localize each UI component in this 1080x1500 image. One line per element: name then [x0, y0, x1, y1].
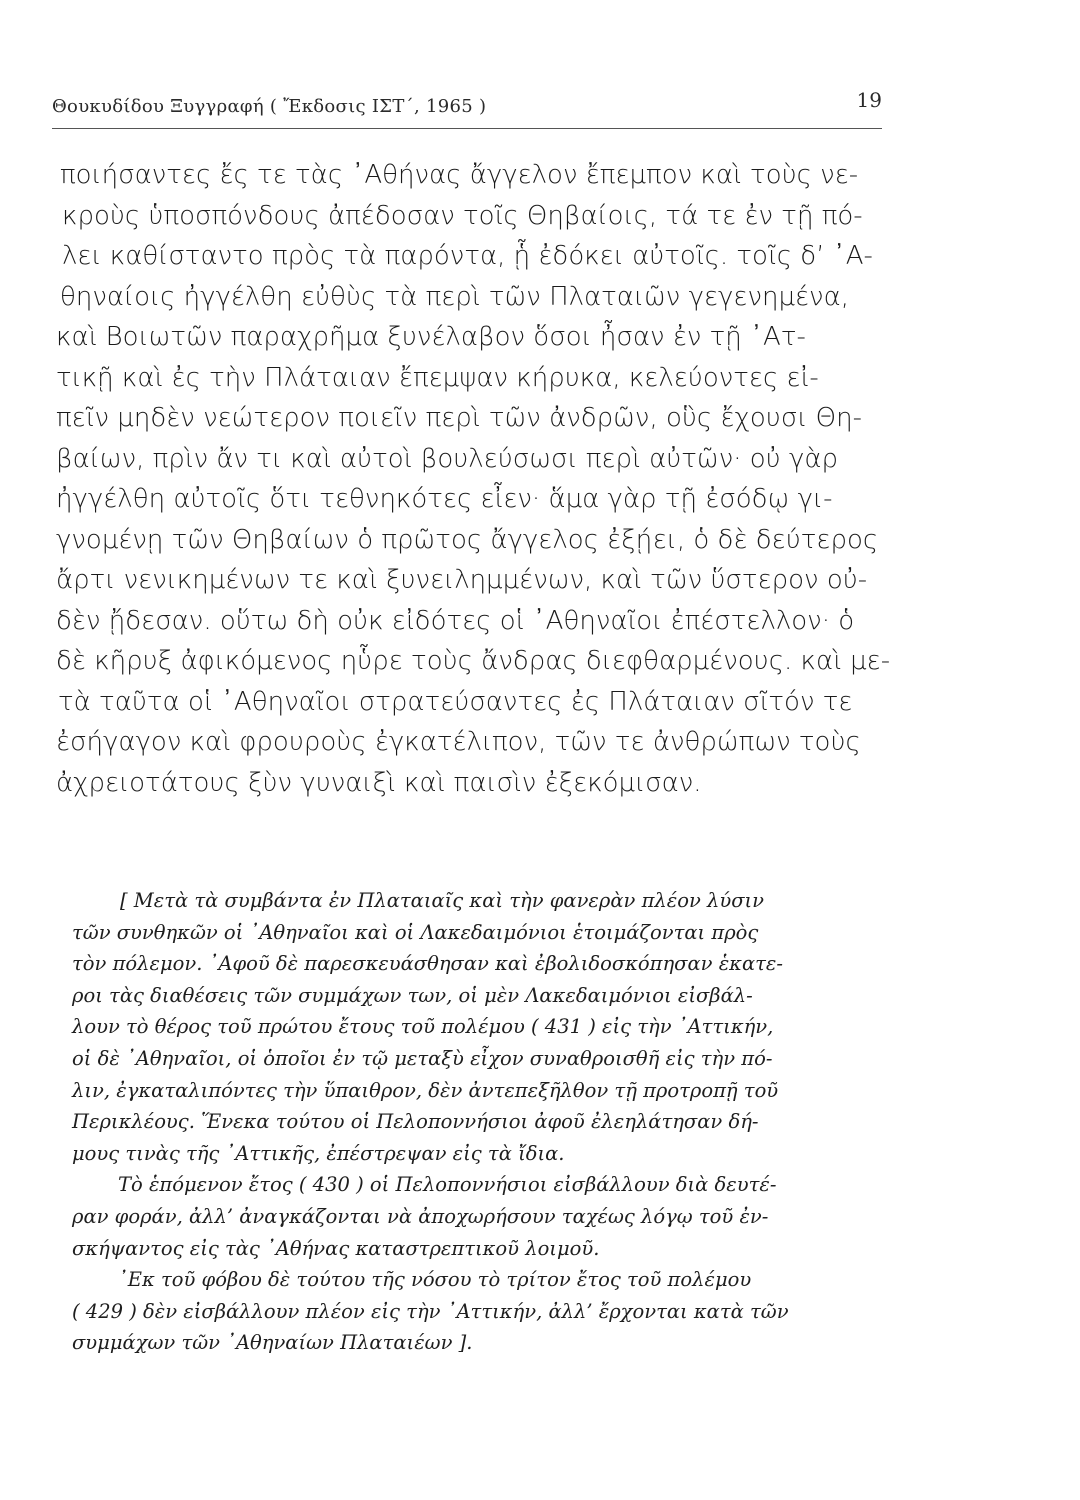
text-line: καὶ Βοιωτῶν παραχρῆμα ξυνέλαβον ὅσοι ἦσαν ἐν τῇ ᾿Ατ- [56, 322, 806, 352]
summary-line: συμμάχων τῶν ᾿Αθηναίων Πλαταιέων ]. [72, 1331, 473, 1355]
summary-line: οἱ δὲ ᾿Αθηναῖοι, οἱ ὁποῖοι ἐν τῷ μεταξὺ εἶχον συναθροισθῆ εἰς τὴν πό- [72, 1046, 773, 1070]
text-line: ποιήσαντες ἔς τε τὰς ᾿Αθήνας ἄγγελον ἔπεμπον καὶ τοὺς νε- [60, 160, 859, 190]
text-line: ἀχρειοτάτους ξὺν γυναιξὶ καὶ παισὶν ἐξεκόμισαν. [56, 767, 702, 798]
page-number: 19 [856, 88, 882, 112]
summary-line: μους τινὰς τῆς ᾿Αττικῆς, ἐπέστρεψαν εἰς τὰ ἴδια. [72, 1141, 565, 1165]
text-line: κροὺς ὑποσπόνδους ἀπέδοσαν τοῖς Θηβαίοις, τά τε ἐν τῇ πό- [62, 200, 863, 231]
text-line: τὰ ταῦτα οἱ ᾿Αθηναῖοι στρατεύσαντες ἐς Πλάταιαν σῖτόν τε [58, 686, 853, 717]
summary-paragraph [72, 885, 902, 1359]
summary-line: ( 429 ) δὲν εἰσβάλλουν πλέον εἰς τὴν ᾿Αττικήν, ἀλλ’ ἔρχονται κατὰ τῶν [72, 1299, 789, 1323]
text-line: λει καθίσταντο πρὸς τὰ παρόντα, ᾗ ἐδόκει αὐτοῖς. τοῖς δ’ ᾿Α- [62, 241, 873, 271]
text-line: τικῇ καὶ ἐς τὴν Πλάταιαν ἔπεμψαν κήρυκα, κελεύοντες εἰ- [56, 362, 819, 393]
summary-line: λιν, ἐγκαταλιπόντες τὴν ὕπαιθρον, δὲν ἀντεπεξῆλθον τῇ προτροπῇ τοῦ [72, 1078, 779, 1102]
summary-line: ροι τὰς διαθέσεις τῶν συμμάχων των, οἱ μὲν Λακεδαιμόνιοι εἰσβάλ- [72, 983, 753, 1007]
header-rule [52, 128, 882, 129]
greek-main-text [56, 155, 896, 803]
summary-line: [ Μετὰ τὰ συμβάντα ἐν Πλαταιαῖς καὶ τὴν φανερὰν πλέον λύσιν [120, 889, 765, 912]
summary-line: τῶν συνθηκῶν οἱ ᾿Αθηναῖοι καὶ οἱ Λακεδαιμόνιοι ἑτοιμάζονται πρὸς [72, 920, 759, 944]
summary-line: ᾿Εκ τοῦ φόβου δὲ τούτου τῆς νόσου τὸ τρίτον ἔτος τοῦ πολέμου [118, 1268, 752, 1292]
summary-line: ραν φοράν, ἀλλ’ ἀναγκάζονται νὰ ἀποχωρήσουν ταχέως λόγῳ τοῦ ἐν- [72, 1204, 769, 1228]
summary-line: λουν τὸ θέρος τοῦ πρώτου ἔτους τοῦ πολέμου ( 431 ) εἰς τὴν ᾿Αττικήν, [72, 1015, 774, 1039]
text-line: δὲ κῆρυξ ἀφικόμενος ηὗρε τοὺς ἄνδρας διεφθαρμένους. καὶ με- [56, 646, 891, 676]
text-line: πεῖν μηδὲν νεώτερον ποιεῖν περὶ τῶν ἀνδρῶν, οὓς ἔχουσι Θη- [56, 403, 862, 433]
text-line: βαίων, πρὶν ἄν τι καὶ αὐτοὶ βουλεύσωσι περὶ αὐτῶν· οὐ γὰρ [56, 443, 838, 474]
summary-line: Τὸ ἑπόμενον ἔτος ( 430 ) οἱ Πελοποννήσιοι εἰσβάλλουν διὰ δευτέ- [118, 1173, 777, 1197]
text-line: γνομένῃ τῶν Θηβαίων ὁ πρῶτος ἄγγελος ἐξῄει, ὁ δὲ δεύτερος [56, 524, 879, 555]
text-line: δὲν ᾔδεσαν. οὕτω δὴ οὐκ εἰδότες οἱ ᾿Αθηναῖοι ἐπέστελλον· ὁ [56, 605, 855, 636]
text-line: θηναίοις ἠγγέλθη εὐθὺς τὰ περὶ τῶν Πλαταιῶν γεγενημένα, [60, 281, 849, 312]
running-title: Θουκυδίδου Ξυγγραφή ( Ἔκδοσις ΙΣΤ΄, 1965 ) [52, 96, 487, 117]
summary-line: Περικλέους. Ἕνεκα τούτου οἱ Πελοποννήσιοι ἀφοῦ ἐλεηλάτησαν δή- [72, 1110, 759, 1134]
text-line: ἐσήγαγον καὶ φρουροὺς ἐγκατέλιπον, τῶν τε ἀνθρώπων τοὺς [56, 727, 861, 757]
summary-line: σκήψαντος εἰς τὰς ᾿Αθήνας καταστρεπτικοῦ λοιμοῦ. [72, 1236, 600, 1260]
page-header [52, 86, 882, 126]
text-line: ἄρτι νενικημένων τε καὶ ξυνειλημμένων, καὶ τῶν ὕστερον οὐ- [56, 565, 868, 595]
text-line: ἠγγέλθη αὐτοῖς ὅτι τεθνηκότες εἶεν· ἅμα γὰρ τῇ ἐσόδῳ γι- [56, 484, 833, 514]
summary-line: τὸν πόλεμον. ᾿Αφοῦ δὲ παρεσκευάσθησαν καὶ ἐβολιδοσκόπησαν ἑκατε- [72, 952, 783, 976]
